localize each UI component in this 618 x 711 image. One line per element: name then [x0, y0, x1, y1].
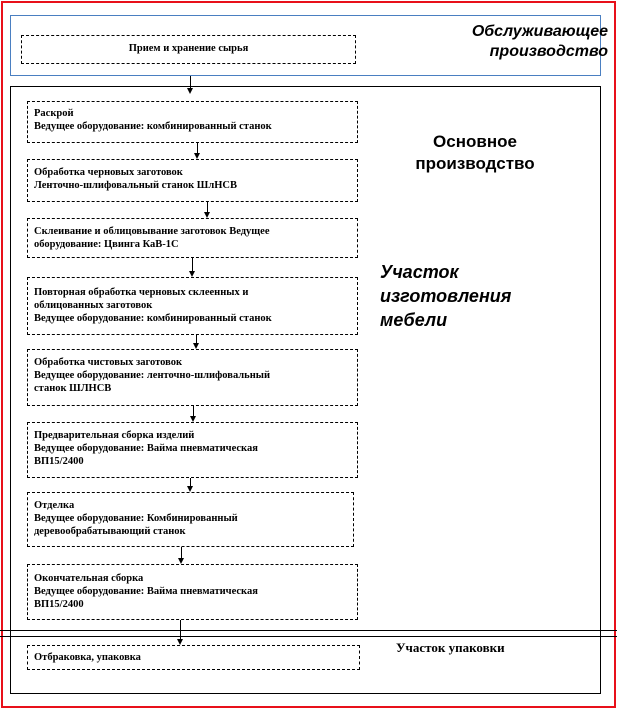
- stage-line: Ведущее оборудование: комбинированный станок: [34, 313, 272, 324]
- arrow-line: [190, 478, 191, 486]
- stage-line: Ведущее оборудование: ленточно-шлифовальный: [34, 370, 271, 381]
- stage-gluing: [27, 218, 358, 258]
- service-label: Обслуживающее производство: [471, 23, 608, 60]
- stage-final-assembly: [27, 564, 358, 620]
- stage-line: Ведущее оборудование: Вайма пневматическая: [34, 586, 258, 597]
- stage-line: Отбраковка, упаковка: [34, 652, 141, 663]
- stage-finish-processing: [27, 349, 358, 406]
- arrow-head: [177, 639, 183, 645]
- stage-line: Отделка: [34, 500, 75, 511]
- stage-line: облицованных заготовок: [34, 300, 153, 311]
- stage-line: Ведущее оборудование: Комбинированный: [34, 513, 238, 524]
- stage-line: Ведущее оборудование: Вайма пневматическая: [34, 443, 258, 454]
- arrow-head: [193, 343, 199, 349]
- arrow-head: [204, 212, 210, 218]
- arrow-line: [207, 202, 208, 212]
- stage-line: Склеивание и облицовывание заготовок Ведущее: [34, 226, 270, 237]
- arrow-line: [196, 335, 197, 343]
- arrow-line: [192, 258, 193, 271]
- packaging-separator-top: [0, 630, 617, 631]
- arrow-head: [189, 271, 195, 277]
- stage-pre-assembly: [27, 422, 358, 478]
- arrow-head: [187, 88, 193, 94]
- stage-line: оборудование: Цвинга КаВ-1С: [34, 239, 179, 250]
- stage-line: ВП15/2400: [34, 456, 84, 467]
- packaging-label: Участок упаковки: [396, 640, 505, 655]
- furniture-label: Участок изготовления мебели: [380, 262, 512, 330]
- arrow-head: [178, 558, 184, 564]
- stage-line: станок ШЛНСВ: [34, 383, 112, 394]
- arrow-line: [190, 76, 191, 88]
- arrow-line: [197, 143, 198, 153]
- stage-line: Окончательная сборка: [34, 573, 144, 584]
- stage-line: Прием и хранение сырья: [128, 43, 249, 54]
- arrow-line: [181, 547, 182, 558]
- stage-raw-material: [21, 35, 356, 64]
- stage-line: Ленточно-шлифовальный станок ШлНСВ: [34, 180, 237, 191]
- stage-line: Обработка черновых заготовок: [34, 167, 183, 178]
- stage-line: деревообрабатывающий станок: [34, 526, 186, 537]
- stage-finishing: [27, 492, 354, 547]
- arrow-head: [190, 416, 196, 422]
- stage-line: Раскрой: [34, 108, 74, 119]
- main-label: Основное производство: [415, 132, 535, 173]
- arrow-line: [180, 620, 181, 639]
- arrow-head: [194, 153, 200, 159]
- stage-line: Ведущее оборудование: комбинированный станок: [34, 121, 272, 132]
- stage-line: ВП15/2400: [34, 599, 84, 610]
- stage-line: Обработка чистовых заготовок: [34, 357, 183, 368]
- arrow-head: [187, 486, 193, 492]
- stage-rough-processing: [27, 159, 358, 202]
- stage-rejection-packing: [27, 645, 360, 670]
- stage-repeat-processing: [27, 277, 358, 335]
- stage-line: Предварительная сборка изделий: [34, 430, 195, 441]
- packaging-separator-bottom: [0, 636, 617, 637]
- stage-line: Повторная обработка черновых склеенных и: [34, 287, 249, 298]
- stage-cutting: [27, 101, 358, 143]
- arrow-line: [193, 406, 194, 416]
